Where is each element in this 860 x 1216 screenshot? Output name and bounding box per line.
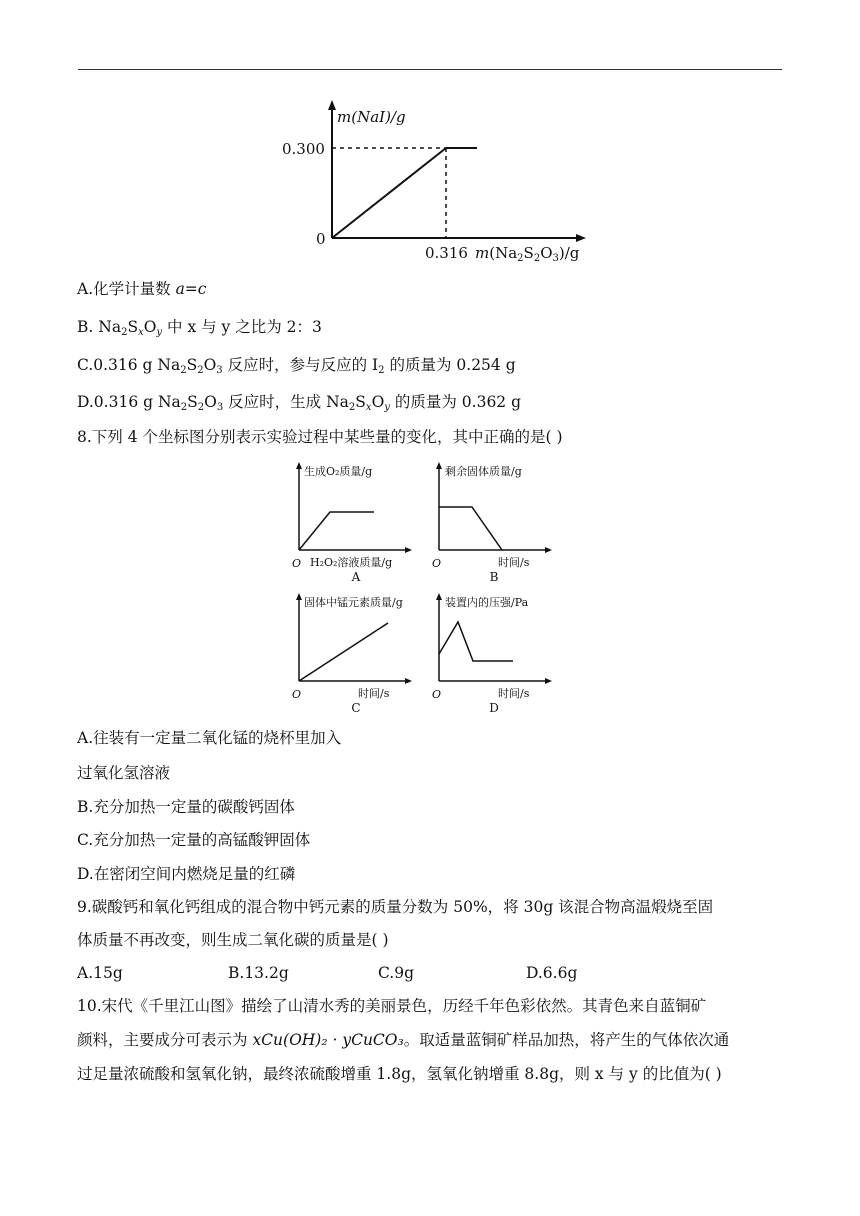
option-7b: B. $Na_2S_xO_y$ 中 x 与 y 之比为 2：3 [77, 318, 322, 338]
origin-c: O [292, 688, 302, 701]
formula-na2sxoy: $Na_2S_xO_y$ [326, 393, 390, 413]
question-8-stem: 8.下列 4 个坐标图分别表示实验过程中某些量的变化，其中正确的是( ) [77, 428, 563, 446]
option-7d: D.0.316 g $Na_2S_2O_3$ 反应时，生成 $Na_2S_xO_y$ 的质量为 0.362 g [77, 393, 522, 413]
x-tick-label: 0.316 [425, 244, 468, 262]
question-9-line1: 9.碳酸钙和氧化钙组成的混合物中钙元素的质量分数为 50%，将 30g 该混合物高温煅烧至固 [77, 898, 714, 916]
origin-label: 0 [316, 230, 326, 248]
option-7a: A.化学计量数 a=c [77, 280, 207, 298]
y-tick-label: 0.300 [282, 140, 325, 158]
y-axis-label: m(NaI)/g [337, 108, 406, 126]
option-7c: C.0.316 g $Na_2S_2O_3$ 反应时，参与反应的 $I_2$ 的质量为 0.254 g [77, 356, 516, 376]
mini-chart-d [430, 591, 560, 706]
rise-segment [332, 148, 446, 238]
xlabel-d: 时间/s [498, 687, 530, 700]
question-10-line2: 颜料，主要成分可表示为 xCu(OH)₂ · yCuCO₃。取适量蓝铜矿样品加热，将产生的气体依次通 [77, 1031, 730, 1049]
option-8a-line1: A.往装有一定量二氧化锰的烧杯里加入 [77, 729, 342, 747]
x-axis-label: $m(Na_2S_2O_3)/g$ [475, 244, 580, 263]
x-axis-arrow [576, 234, 586, 242]
question-9-line2: 体质量不再改变，则生成二氧化碳的质量是( ) [77, 931, 389, 949]
caption-a: A [351, 570, 361, 584]
choice-9c: C.9g [378, 964, 415, 982]
choice-9a: A.15g [77, 964, 123, 982]
option-8d: D.在密闭空间内燃烧足量的红磷 [77, 865, 296, 883]
formula-na2sxoy: $Na_2S_xO_y$ [98, 318, 163, 338]
curve-a [299, 512, 374, 550]
option-8b: B.充分加热一定量的碳酸钙固体 [77, 798, 295, 816]
formula-na2s2o3: $Na_2S_2O_3$ [157, 393, 224, 413]
curve-b [439, 507, 502, 550]
choice-9b: B.13.2g [228, 964, 289, 982]
ylabel-b: 剩余固体质量/g [445, 465, 522, 478]
question-10-line1: 10.宋代《千里江山图》描绘了山清水秀的美丽景色，历经千年色彩依然。其青色来自蓝铜矿 [77, 997, 707, 1015]
ylabel-d: 装置内的压强/Pa [445, 596, 529, 609]
xlabel-b: 时间/s [498, 556, 530, 569]
mini-chart-c [290, 591, 420, 706]
y-axis-arrow [328, 100, 336, 110]
origin-a: O [292, 557, 302, 570]
xlabel-a: H₂O₂溶液质量/g [310, 556, 393, 569]
formula-malachite: xCu(OH)₂ · yCuCO₃ [252, 1031, 404, 1049]
origin-b: O [432, 557, 442, 570]
curve-d [439, 622, 513, 661]
caption-b: B [489, 570, 499, 584]
question-10-line3: 过足量浓硫酸和氢氧化钠，最终浓硫酸增重 1.8g，氢氧化钠增重 8.8g，则 x 与 y 的比值为( ) [77, 1065, 722, 1083]
mini-chart-b [430, 460, 560, 575]
origin-d: O [432, 688, 442, 701]
option-8c: C.充分加热一定量的高锰酸钾固体 [77, 831, 311, 849]
caption-c: C [351, 701, 361, 715]
ylabel-c: 固体中锰元素质量/g [304, 596, 403, 609]
caption-d: D [489, 701, 499, 715]
header-rule [78, 69, 782, 70]
nai-chart [270, 98, 590, 263]
xlabel-c: 时间/s [358, 687, 390, 700]
formula-na2s2o3: $Na_2S_2O_3$ [157, 356, 223, 376]
option-8a-line2: 过氧化氢溶液 [77, 764, 171, 782]
mini-chart-a [290, 460, 420, 575]
curve-c [299, 623, 388, 681]
question-9-choices [77, 963, 577, 983]
ylabel-a: 生成O₂质量/g [304, 465, 373, 478]
choice-9d: D.6.6g [526, 964, 578, 982]
